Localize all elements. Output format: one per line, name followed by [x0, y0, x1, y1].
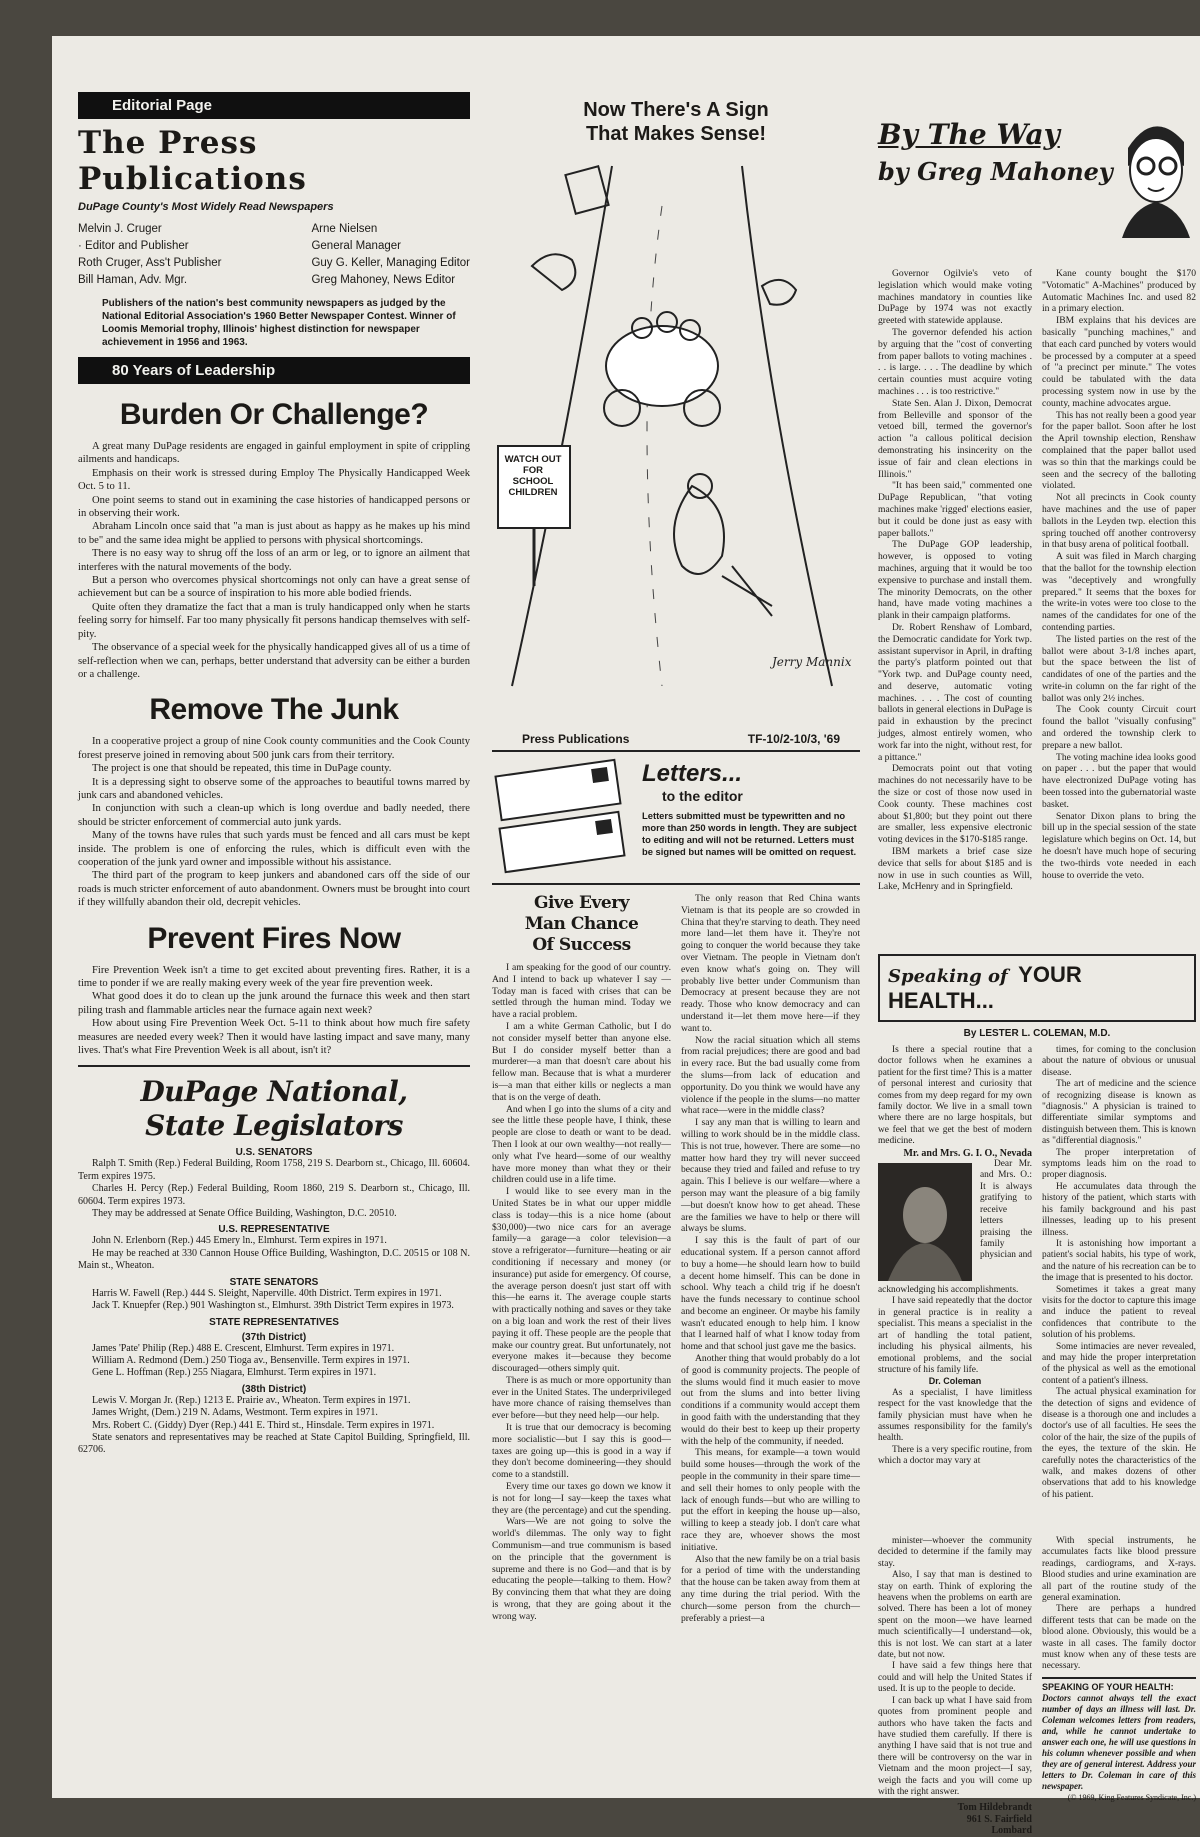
cartoon-drawing — [492, 146, 860, 686]
staff-left: Melvin J. Cruger · Editor and Publisher Roth Cruger, Ass't Publisher Bill Haman, Adv. Mgr. — [78, 223, 222, 286]
letters-subtitle: to the editor — [662, 788, 743, 804]
svg-text:Jerry Mannix: Jerry Mannix — [772, 655, 852, 669]
health-body: Is there a special routine that a doctor follows when he examines a patient for the first time? This is a matter of personal interest and curiosity that comes from my deep regard for my own family doctor. We live in a small town where there are no large hospitals, but we feel that we get the best of modern medicine. Mr. and Mrs. G. I. O., Nevada Dear Mr. and Mrs. O.: It is always gratifying to receive letters praising the family physician and acknowledging his accomplishments. I have said repeatedly that the doctor in general practice is in reality a specialist. This means a specialist in the art of handling the total patient, including his physical ailments, his emotional problems, and the social structure of his family life. Dr. Coleman As a specialist, I have limitless respect for the vast knowledge that the family physician must have when he assumes responsibility for the family's health. There is a very specific routine, from which a doctor may vary at times, for coming to the conclusion about the nature of obvious or unusual disease. The art of medicine and the science of recognizing disease is known as "diagnosis." A physician is trained to differentiate similar symptoms and distinguish between them. This is known as "differential diagnosis." The proper interpretation of symptoms leads him on the road to proper diagnosis. He accumulates data through the history of the patient, which starts with his family background and his past illnesses, leading up to his present illness. It is astonishing how important a patient's social habits, his type of work, and the nature of his recreation can be to the image that is presented to his doctor. Sometimes it takes a great many visits for the doctor to capture this image and induce the patient to reveal confidences that contribute to the solution of his problems. Some intimacies are never revealed, and may hide the proper interpretation of the physical as well as the emotional content of a patient's illness. The actual physical examination for the detection of signs and evidence of disease is a thorough one and includes a doctor's use of all faculties. He sees the color of the hair, the size of the pupils of the eyes, the texture of the skin. He carefully notes the characteristics of the walk, and makes dozens of other observations that add to his knowledge of his patient. — [878, 1045, 1196, 1500]
column-header — [878, 118, 1196, 268]
doctor-photo — [878, 1163, 972, 1281]
health-title: Speaking of YOUR HEALTH... — [878, 954, 1196, 1022]
leadership-band: 80 Years of Leadership — [78, 357, 470, 384]
editorial-headline: Prevent Fires Now — [147, 921, 401, 955]
column-title: By The Way — [878, 118, 1060, 151]
awards-blurb: Publishers of the nation's best community newspapers as judged by the National Editorial Association's 1960 Better Newspaper Contest. Winner of Loomis Memorial trophy, Illinois' highest distinction for newspaper achievement in 1956 and 1963. — [102, 298, 456, 348]
envelopes-icon — [492, 760, 642, 875]
newspaper-page — [52, 36, 1200, 1837]
reader-signature: Mr. and Mrs. G. I. O., Nevada — [903, 1147, 1032, 1159]
column-byline: by Greg Mahoney — [878, 157, 1113, 186]
divider — [78, 1065, 470, 1067]
cartoon-credits: Press Publications TF-10/2-10/3, '69 — [522, 732, 840, 746]
section-label: Editorial Page — [78, 92, 470, 119]
columnist-portrait-icon — [1114, 108, 1194, 238]
editorial-headline: Remove The Junk — [149, 693, 399, 727]
editorial-cartoon — [492, 146, 860, 746]
letter-headline: Give Every Man Chance Of Success — [524, 893, 639, 955]
health-lower: minister—whoever the community decided to determine if the family may stay. Also, I say that man is destined to stay on earth. Think of exploring the heavens when the problems on earth are solved. There has been a lot of money spent on the moon—we have learned much scientifically—I understand—ok, this is not lost. We can start at a later date, but not now. I have said a few things here that could and will help the United States if used. It is up to the people to decide. I can back up what I have said from quotes from prominent people and authors who have taken the facts and have studied them carefully. If there is anything I have said that is not true and there will be controversy on the war in Vietnam and the moon project—I say, weigh the facts and you will come up with the right answer. Tom Hildebrandt 961 S. Fairfield Lombard With special instruments, he accumulates facts like blood pressure readings, cardiograms, and X-rays. Blood studies and urine examination are all part of the routine study of the general examination. There are perhaps a hundred different tests that can be made on the blood alone. Obviously, this would be a waste in all cases. The family doctor must know when any of these tests are necessary. SPEAKING OF YOUR HEALTH: Doctors cannot always tell the exact number of days an illness will last. Dr. Coleman welcomes letters from readers, and, while he cannot undertake to answer each one, he will use questions in his column whenever possible and when they are of general interest. Address your letters to Dr. Coleman in care of this newspaper. (© 1969, King Features Syndicate, Inc.) — [878, 1536, 1196, 1837]
cartoon-caption: Now There's A Sign That Makes Sense! — [583, 99, 769, 145]
legislators-title: DuPage National, State Legislators — [140, 1075, 408, 1143]
cartoon-letters-column — [492, 98, 860, 1624]
health-byline: By LESTER L. COLEMAN, M.D. — [963, 1028, 1111, 1039]
editorial-column — [78, 92, 470, 1457]
legislators-list: U.S. SENATORS Ralph T. Smith (Rep.) Federal Building, Room 1758, 219 S. Dearborn st., Chicago, Ill. 60604. Term expires 1975. Charles H. Percy (Rep.) Federal Building, Room 1860, 219 S. Dearborn st., Chicago, Ill. 60604. Term expires 1973. They may be addressed at Senate Office Building, Washington, D.C. 20510. U.S. REPRESENTATIVE John N. Erlenborn (Rep.) 445 Emery ln., Elmhurst. Term expires in 1971. He may be reached at 330 Cannon House Office Building, Washington, D.C. 20515 or 108 N. Main st., Wheaton. STATE SENATORS Harris W. Fawell (Rep.) 444 S. Sleight, Naperville. 40th District. Term expires in 1971. Jack T. Knuepfer (Rep.) 901 Washington st., Elmhurst. 39th District Term expires in 1973. STATE REPRESENTATIVES (37th District) James 'Pate' Philip (Rep.) 488 E. Crescent, Elmhurst. Term expires in 1971. William A. Redmond (Dem.) 250 Tioga av., Bensenville. Term expires in 1971. Gene L. Hoffman (Rep.) 255 Niagara, Elmhurst. Term expires in 1971. (38th District) Lewis V. Morgan Jr. (Rep.) 1213 E. Prairie av., Wheaton. Term expires in 1971. James Wright, (Dem.) 219 N. Adams, Westmont. Term expires in 1971. Mrs. Robert C. (Giddy) Dyer (Rep.) 441 E. Third st., Hinsdale. Term expires in 1971. State senators and representatives may be reached at State Capitol Building, Springfield, Ill. 62706. — [78, 1147, 470, 1456]
letters-header — [492, 750, 860, 885]
staff-box — [78, 221, 470, 289]
staff-right: Arne Nielsen General Manager Guy G. Keller, Managing Editor Greg Mahoney, News Editor — [311, 223, 470, 286]
health-notice: SPEAKING OF YOUR HEALTH: Doctors cannot always tell the exact number of days an illness will last. Dr. Coleman welcomes letters from readers, and, while he cannot undertake to answer each one, he will use questions in his column whenever possible and when they are of general interest. Address your letters to Dr. Coleman in care of this newspaper. (© 1969, King Features Syndicate, Inc.) — [1042, 1677, 1196, 1804]
letter-body: Give Every Man Chance Of Success I am speaking for the good of our country. And I intend to back up whatever I say — Today man is faced with crises that can be settled through the human mind. Today we have a racial problem. I am a white German Catholic, but I do not consider myself better than anyone else. But I do consider myself better than a murderer—a man that doesn't care about his fellow man. Because that is what a murderer is—a man that either kills or neglects a man that is on the verge of death. And when I go into the slums of a city and see the little these people have, I think, these people are close to death or want to be dead. Then I look at our own wealthy—not really—only what I've heard—some of our wealthy have more money than what they or their children could use in a life time. I would like to see every man in the United States be in what our upper middle class is today—this is a nice home (about $30,000)—two nice cars for an average family—a garage—a color television—a stove a refrigerator—furniture—heating or air conditioning if necessary and money (or insurance) put aside for emergency. Of course, the average person doesn't just start off with this—he earns it. The average couple starts with practically nothing and saves or they take on a big loan and work the rest of their lives paying it off. These people are the people that make our country great. But unfortunately, not everyone makes it—because they become discouraged—others simply quit. There is as much or more opportunity than ever in the United States. The underprivileged have more chance of raising themselves than ever before—but they need help—our help. It is true that our democracy is becoming more socialistic—but I say this is good—taxes are going up—this is good in a way if they don't become domineering—they should come to a standstill. Every time our taxes go down we know it is not for long—I say—keep the taxes what they are (the percentage) and cut the spending. Wars—We are not going to solve the world's dilemmas. The only way to fight Communism—and true communism is based on the principle that the government is supreme and there is no God—and that is by educating the people—talking to them. How? By convincing them that what they are doing is wrong, that they are going about it the wrong way. The only reason that Red China wants Vietnam is that its people are so crowded in China that they're starving to death. They need more land—let them have it. They're not going to conquer the world because they take over Vietnam. The people in Vietnam don't even know what's going on. They will probably live better under Communism than Democracy at present because they are not ready. Those who know democracy and can understand it—let them move here—if they want to. Now the racial situation which all stems from racial prejudices; there are good and bad in every race. But the bad usually come from the slums—from lack of education and opportunity. Do you think we would have any violence if the people in the slums—no matter what race—were in the middle class? I say any man that is willing to learn and willing to work should be in the middle class. This is not true, however. There are some—no matter how hard they try will never succeed because they tried and failed and refuse to try again. This I believe is our welfare—where a person may want the pleasure of a big family—but doesn't know how to get ahead. These are the families we have to help or there will always be slums. I say this is the fault of part of our educational system. If a person cannot afford to buy a home—he should learn how to build a decent home himself. This can be done in school. Why teach a child trig if he doesn't have the funds necessary to continue school and become an engineer. Or maybe his family wasn't educated enough to help him. I know that I learned half of what I know today from home and that school just gave me the basics. Another thing that would probably do a lot of good is community projects. The people of the slums would find it much easier to move out from the slums and into better living conditions if a community would accept them in good faith with the understanding that they would do their best to keep up their property with the help of the community, if needed. This means, for example—a town would build some houses—through the work of the people in the community in their spare time—and sell their homes to only people with the lack of enough funds—but who are willing to put the effort in keeping the house up—also, willing to keep a steady job. I don't care what race they are, whoever shows the most initiative. Also that the new family be on a trial basis for a period of time with the understanding that the house can be taken away from them at any time during the trial period. With the church—some person from the church— preferably a priest—a — [492, 893, 860, 1624]
health-column — [878, 954, 1196, 1501]
copyright: (© 1969, King Features Syndicate, Inc.) — [1067, 1793, 1196, 1803]
photo-caption: Dr. Coleman — [928, 1376, 982, 1387]
cartoon-sign-text: WATCH OUT FOR SCHOOL CHILDREN — [504, 454, 562, 498]
letters-note: Letters submitted must be typewritten and no more than 250 words in length. They are subject to editing and will not be returned. Letters must be signed but names will be omitted on request. — [642, 810, 857, 857]
tagline: DuPage County's Most Widely Read Newspapers — [78, 201, 334, 213]
column-body: Governor Ogilvie's veto of legislation which would make voting machines mandatory in counties like DuPage by 1974 was not exactly greeted with statewide applause. The governor defended his action by arguing that the "cost of converting from paper ballots to voting machines . . . is large. . . . The deadline by which certain counties must acquire voting machines . . . is too restrictive." State Sen. Alan J. Dixon, Democrat from Belleville and sponsor of the vetoed bill, termed the governor's action "a callous political decision demonstrating his insincerity on the issue of fair and clean elections in Illinois." "It has been said," commented one DuPage Republican, "that voting machines make 'rigged' elections easier, but it could be done just as easy with paper ballots." The DuPage GOP leadership, however, is opposed to voting machines, arguing that it would be too expensive to purchase and install them. The minority Democrats, on the other hand, have made voting machines a plank in their campaign platforms. Dr. Robert Renshaw of Lombard, the Democratic candidate for York twp. assistant supervisor in April, in drafting the party's platform pointed out that "York twp. and DuPage county need, and deserve, automatic voting machines. . . . The cost of counting ballots in general elections in DuPage is paid in exhaustion by the precinct judges, almost entirely women, who work far into the night, without rest, for a pittance." Democrats point out that voting machines do not necessarily have to be the size or cost of those now used in Cook county. These machines cost about $1,800; but they point out there are smaller, less expensive electronic voting devices in the $170-$185 range. IBM markets a brief case size device that sells for about $185 and is now in use in such counties as Will, Lake, McHenry and in Springfield. Kane county bought the $170 "Votomatic" A-Machines" produced by Automatic Machines Inc. and used 82 in a primary election. IBM explains that his devices are basically "punching machines," and that each card punched by voters would be processed by a computer at a speed of "a precinct per minute." The votes could be tabulated with the data processing system now in use by the county, machine advocates argue. This has not really been a good year for the paper ballot. Soon after he lost the April township election, Renshaw complained that the paper ballot used was so thin that the markings could be seen and the secrecy of the balloting violated. Not all precincts in Cook county have machines and the use of paper ballots in the Leyden twp. election this spring touched off another controversy in that busy arena of political football. A suit was filed in March charging that the ballot for the township election was "deceptively and wrongfully prepared." It seems that the boxes for the write-in votes were too close to the names of the candidates for one of the contending parties. The listed parties on the rest of the ballot were about 3-1/8 inches apart, but the space between the list of candidates of one of the parties and the write-in column on the far right of the ballot was only 2½ inches. The Cook county Circuit court found the ballot "visually confusing" and ordered the township clerk to prepare a new ballot. The voting machine idea looks good on paper . . . but the paper that would have electronized DuPage voting has been tossed into the gubernatorial waste basket. Senator Dixon plans to bring the bill up in the special session of the state legislature which begins on Oct. 14, but he doesn't have much hope of securing the two-thirds vote needed in each house to override the veto. — [878, 268, 1196, 893]
letter-signature: Tom Hildebrandt 961 S. Fairfield Lombard — [957, 1802, 1032, 1837]
by-the-way-column — [878, 118, 1196, 893]
letters-title: Letters... — [642, 760, 743, 787]
editorial-body: A great many DuPage residents are engaged in gainful employment in spite of crippling ailments and handicaps. Emphasis on their work is stressed during Employ The Physically Handicapped Week Oct. 5 to 11. One point seems to stand out in examining the case histories of handicapped persons or in observing their work. Abraham Lincoln once said that "a man is just about as happy as he makes up his mind to be" and the same idea might be applied to persons with physical shortcomings. There is no easy way to shrug off the loss of an arm or leg, or to ignore an ailment that interferes with the natural movements of the body. But a person who overcomes physical shortcomings not only can have a great sense of achievement but can be a source of inspiration to his more able bodied friends. Quite often they dramatize the fact that a man is truly handicapped only when he starts feeling sorry for himself. Far too many physically fit persons handicap themselves with self-pity. The observance of a special week for the physically handicapped gives all of us a time of self-reflection when we can, perhaps, better understand that adversity can be either a burden or a challenge. — [78, 441, 470, 680]
editorial-body: In a cooperative project a group of nine Cook county communities and the Cook County forest preserve joined in removing about 500 junk cars from their territory. The project is one that should be repeated, this time in DuPage county. It is a depressing sight to observe some of the approaches to beautiful towns marred by junk cars and abandoned vehicles. In conjunction with such a clean-up which is long overdue and badly needed, there should be stricter enforcement of commercial auto junk yards. Many of the towns have rules that such yards must be fenced and all cars must be kept inside. The problem is one of enforcing the rules, which is difficult even with the cooperation of the junk yard owner and impossible without his assistance. The third part of the program to keep junkers and abandoned cars off the side of our roads is much stricter enforcement of auto abandonment. Owners must be brought into court if they willfully abandon their old, decrepit vehicles. — [78, 736, 470, 909]
masthead: The Press Publications — [78, 125, 307, 197]
editorial-body: Fire Prevention Week isn't a time to get excited about preventing fires. Rather, it is a time to ponder if we are really making every week of the year fire prevention week. What good does it do to clean up the junk around the furnace this week and then start piling trash and flammable articles near the furnace again next week? How about using Fire Prevention Week Oct. 5-11 to think about how much fire safety measures are needed every week? Then it would have lasting impact and save many, many lives. That's what Fire Prevention Week is all about, isn't it? — [78, 964, 470, 1057]
editorial-headline: Burden Or Challenge? — [119, 398, 429, 431]
